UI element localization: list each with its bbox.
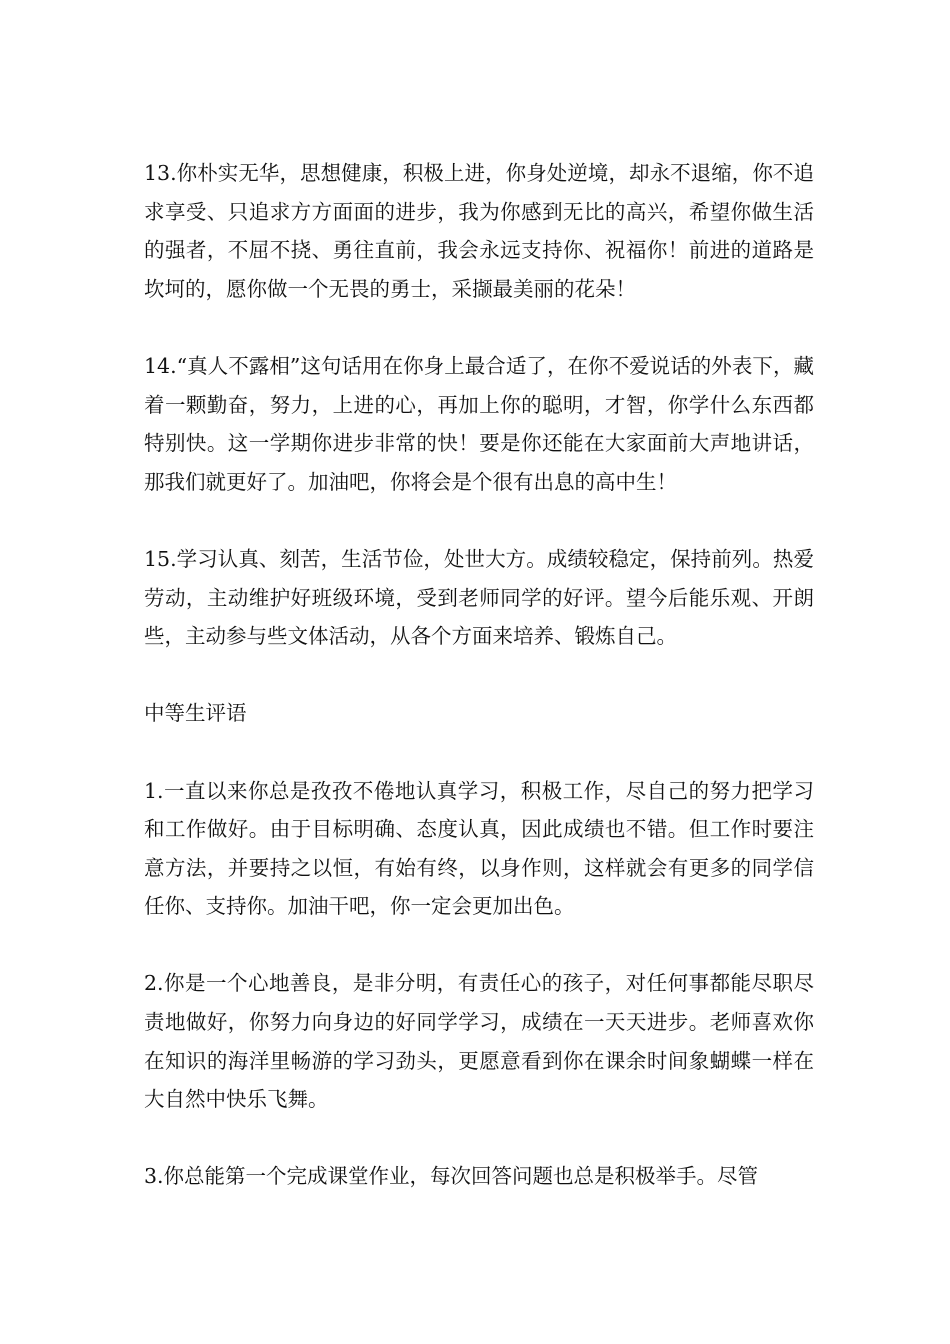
document-body — [144, 154, 814, 1235]
comment-paragraph-3: 3.你总能第一个完成课堂作业，每次回答问题也总是积极举手。尽管 — [144, 1164, 759, 1189]
comment-paragraph-15: 15.学习认真、刻苦，生活节俭，处世大方。成绩较稳定，保持前列。热爱劳动，主动维护好班级环境，受到老师同学的好评。望今后能乐观、开朗些，主动参与些文体活动，从各个方面来培养、锻炼自己。 — [144, 546, 814, 649]
comment-paragraph-14: 14.“真人不露相”这句话用在你身上最合适了，在你不爱说话的外表下，藏着一颗勤奋，努力，上进的心，再加上你的聪明，才智，你学什么东西都特别快。这一学期你进步非常的快！要是你还能在大家面前大声地讲话，那我们就更好了。加油吧，你将会是个很有出息的高中生！ — [144, 353, 814, 494]
comment-paragraph-2: 2.你是一个心地善良，是非分明，有责任心的孩子，对任何事都能尽职尽责地做好，你努力向身边的好同学学习，成绩在一天天进步。老师喜欢你在知识的海洋里畅游的学习劲头，更愿意看到你在课余时间象蝴蝶一样在大自然中快乐飞舞。 — [144, 971, 814, 1112]
section-heading: 中等生评语 — [144, 701, 247, 726]
comment-paragraph-13: 13.你朴实无华，思想健康，积极上进，你身处逆境，却永不退缩，你不追求享受、只追求方方面面的进步，我为你感到无比的高兴，希望你做生活的强者，不屈不挠、勇往直前，我会永远支持你、祝福你！前进的道路是坎坷的，愿你做一个无畏的勇士，采撷最美丽的花朵！ — [144, 161, 814, 301]
comment-paragraph-1: 1.一直以来你总是孜孜不倦地认真学习，积极工作，尽自己的努力把学习和工作做好。由于目标明确、态度认真，因此成绩也不错。但工作时要注意方法，并要持之以恒，有始有终，以身作则，这样就会有更多的同学信任你、支持你。加油干吧，你一定会更加出色。 — [144, 778, 814, 919]
